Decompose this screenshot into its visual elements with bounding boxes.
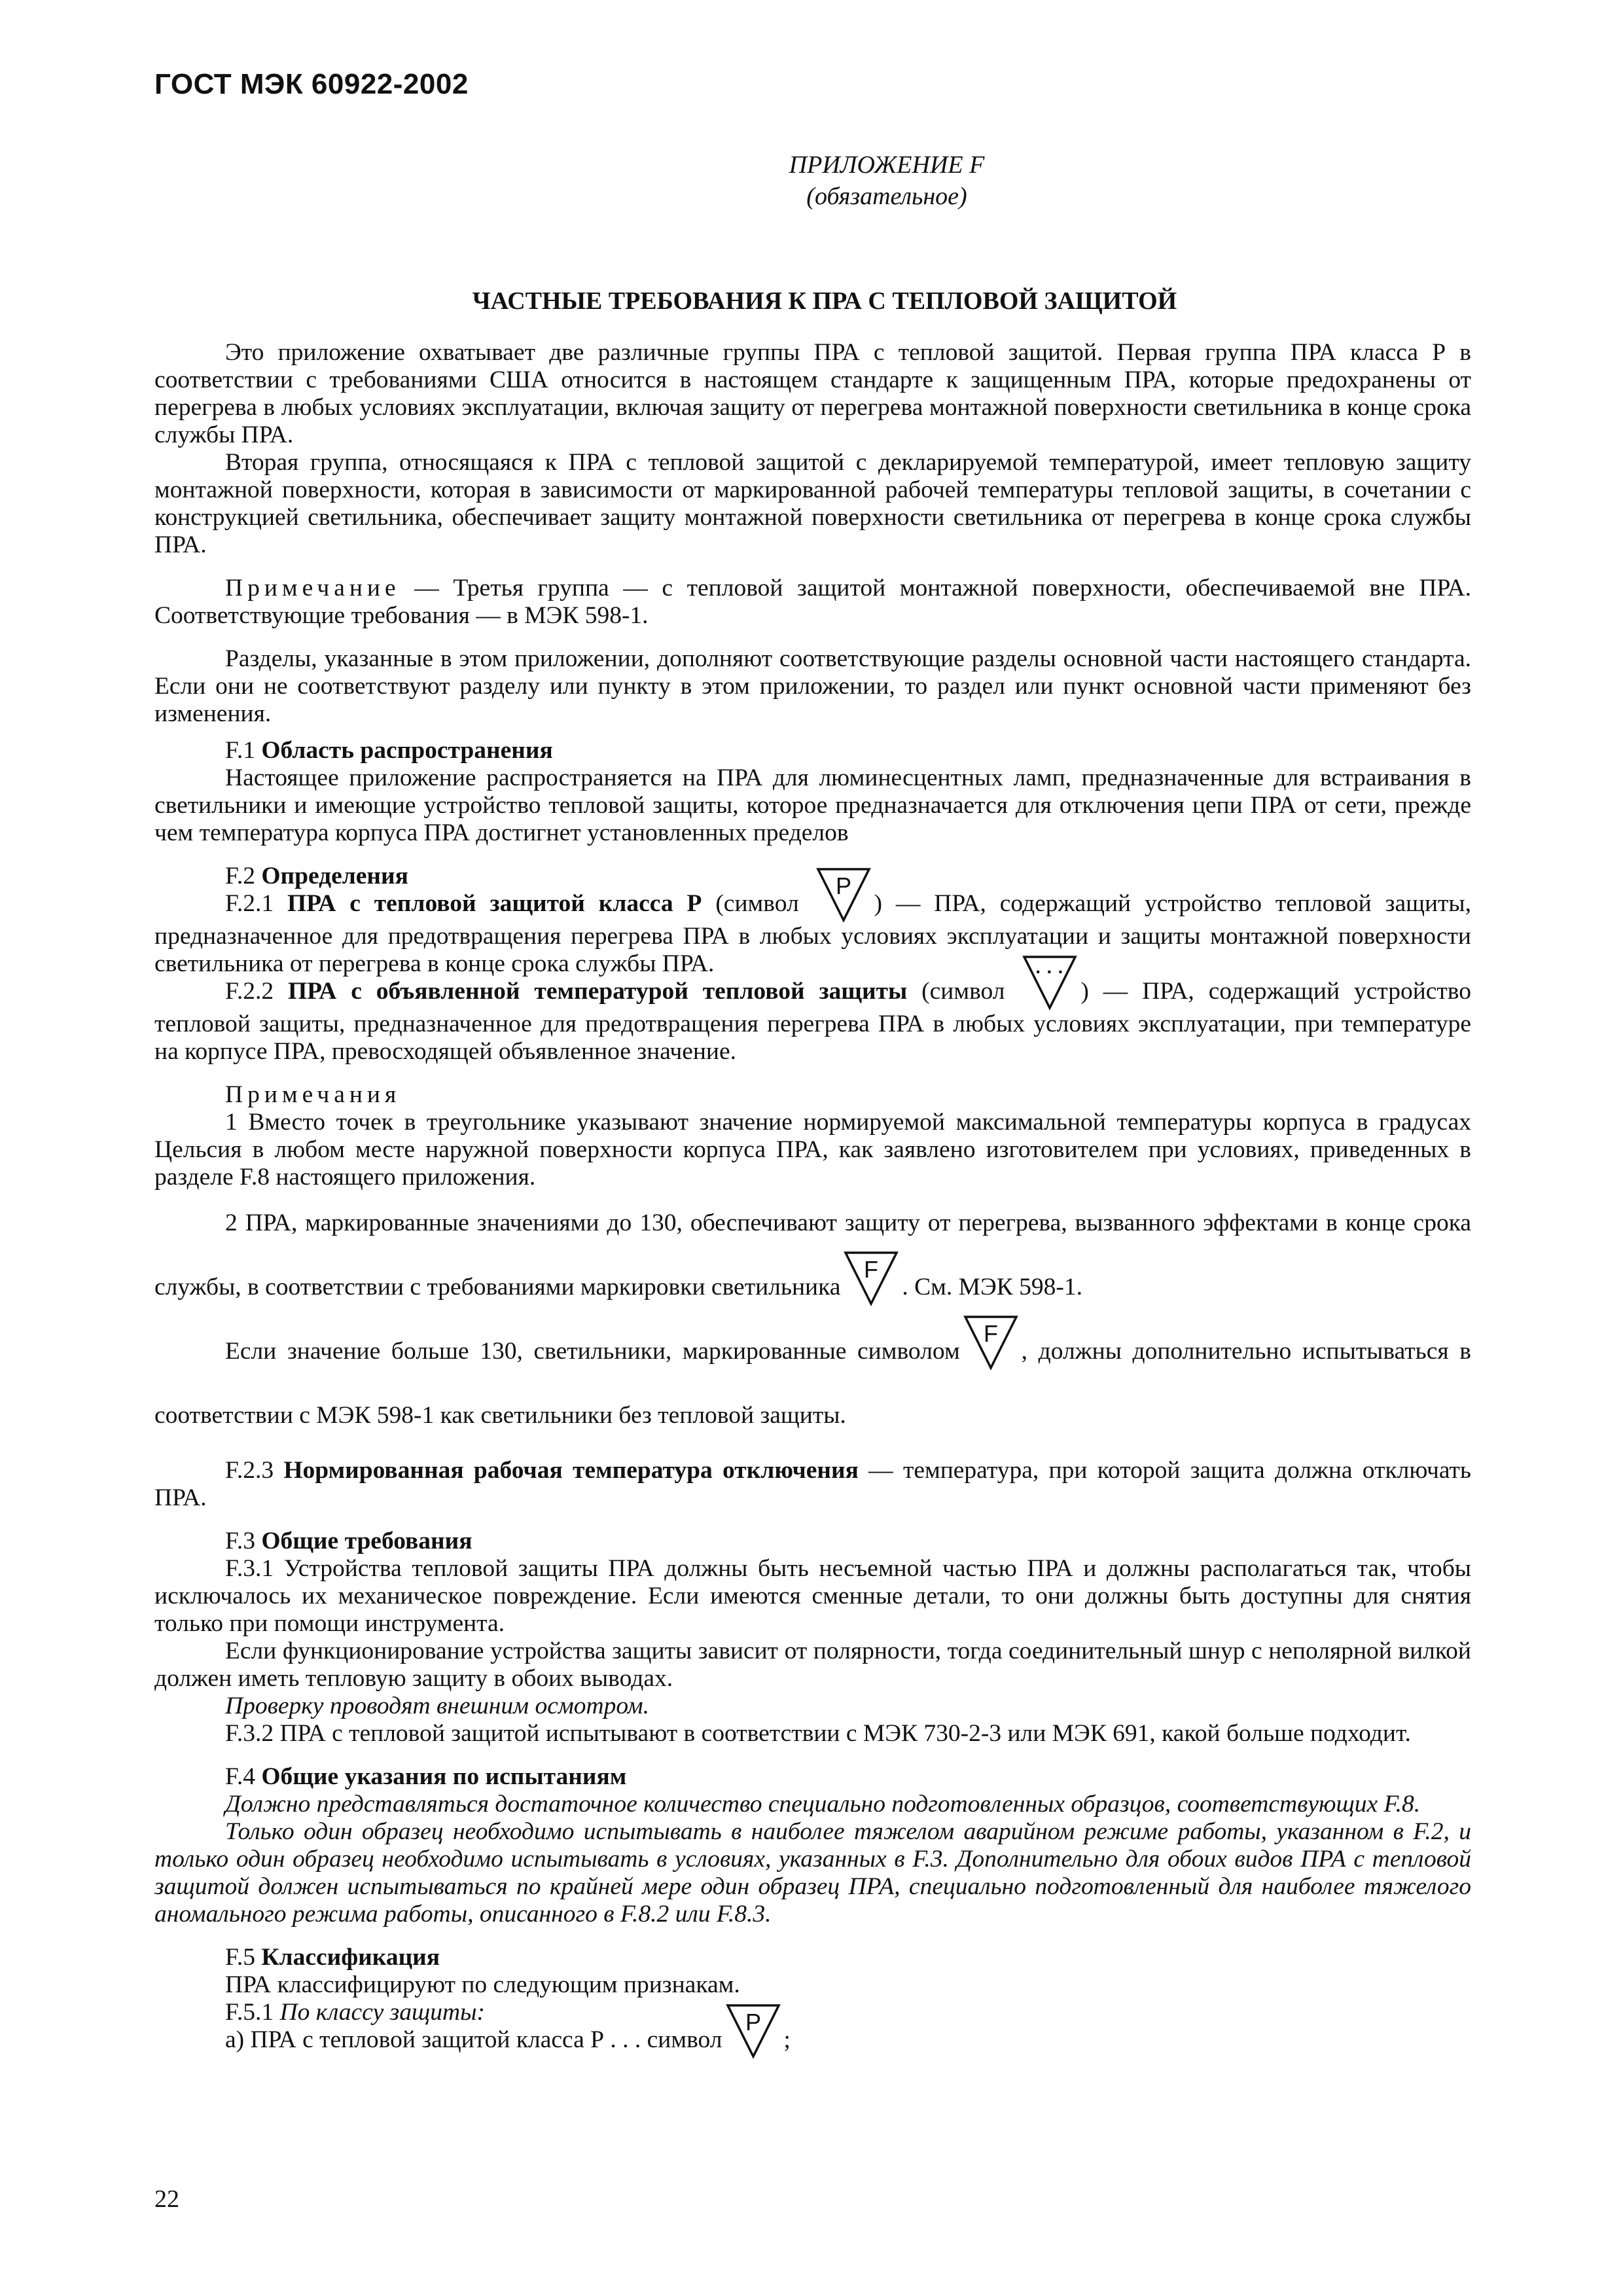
definition-text: ) — ПРА, содержащий устройство тепловой защиты, предназначенное для предотвращения перегрева ПРА в любых условиях эксплуатации и защиты монтажной поверхности светильника от перегрева в конце срока службы ПРА.	[154, 890, 1471, 977]
section-number: F.3	[225, 1528, 262, 1554]
appendix-title: ПРИЛОЖЕНИЕ F	[789, 151, 985, 179]
definition-text: ) — ПРА, содержащий устройство тепловой защиты, предназначенное для предотвращения перегрева ПРА в любых условиях эксплуатации, при температуре на корпусе ПРА, превосходящей объявленное значение.	[154, 978, 1471, 1065]
definition-prefix: (символ	[907, 978, 1020, 1005]
intro-paragraph-1: Это приложение охватывает две различные группы ПРА с тепловой защитой. Первая группа ПРА класса Р в соответствии с требованиями США относится в настоящем стандарте к защищенным ПРА, которые предохранены от перегрева в любых условиях эксплуатации, включая защиту от перегрева монтажной поверхности светильника в конце срока службы ПРА.	[154, 339, 1471, 448]
note-label: Примечание	[225, 575, 401, 601]
test-samples-text: Должно представляться достаточное количество специально подготовленных образцов, соответствующих F.8.	[225, 1791, 1421, 1818]
clause-f51	[154, 1999, 1471, 2026]
appendix-status: (обязательное)	[806, 183, 967, 210]
symbol-letter-f: F	[864, 1256, 879, 1283]
appendix-caption	[0, 149, 1623, 212]
note-3-text-end: , должны дополнительно испытываться в соответствии с МЭК 598-1 как светильники без тепловой защиты.	[154, 1338, 1471, 1429]
page-number: 22	[154, 2185, 179, 2213]
section-number: F.1	[225, 737, 262, 764]
notes-heading	[154, 1081, 1471, 1109]
inspection-note: Проверку проводят внешним осмотром.	[225, 1693, 649, 1719]
section-f1-heading	[154, 737, 1471, 764]
symbol-letter-f: F	[983, 1320, 998, 1347]
section-f5-heading	[154, 1944, 1471, 1971]
item-a-text: a) ПРА с тепловой защитой класса Р . . . символ	[225, 2026, 722, 2053]
class-p-triangle-icon	[725, 2003, 781, 2059]
page-title: ЧАСТНЫЕ ТРЕБОВАНИЯ К ПРА С ТЕПЛОВОЙ ЗАЩИТОЙ	[472, 287, 1177, 315]
intro-paragraph-2: Вторая группа, относящаяся к ПРА с тепловой защитой с декларируемой температурой, имеет тепловую защиту монтажной поверхности, которая в зависимости от маркированной рабочей температуры тепловой защиты, в сочетании с конструкцией светильника, обеспечивает защиту монтажной поверхности светильника от перегрева в конце срока службы ПРА.	[154, 449, 1471, 558]
intro-paragraph-3: Разделы, указанные в этом приложении, дополняют соответствующие разделы основной части настоящего стандарта. Если они не соответствуют разделу или пункту в этом приложении, то раздел или пункт основной части применяют без изменения.	[154, 645, 1471, 727]
section-f1-text: Настоящее приложение распространяется на ПРА для люминесцентных ламп, предназначенные для встраивания в светильники и имеющие устройство тепловой защиты, которое предназначается для отключения цепи ПРА от сети, прежде чем температура корпуса ПРА достигнет установленных пределов	[154, 764, 1471, 846]
document-header: ГОСТ МЭК 60922-2002	[154, 68, 469, 100]
definition-text: — температура, при которой защита должна отключать ПРА.	[154, 1457, 1471, 1511]
section-f2-heading	[154, 863, 1471, 890]
symbol-letter-p: P	[835, 872, 851, 899]
note-2-text: 2 ПРА, маркированные значениями до 130, обеспечивают защиту от перегрева, вызванного эффектами в конце срока службы, в соответствии с требованиями маркировки светильника	[154, 1210, 1471, 1300]
section-title: Область распространения	[261, 737, 553, 764]
section-number: F.2	[225, 863, 262, 889]
section-title: Определения	[261, 863, 408, 889]
clause-number: F.2.2	[225, 978, 288, 1005]
clause-number: F.2.3	[225, 1457, 284, 1484]
clause-f31-polarity: Если функционирование устройства защиты зависит от полярности, тогда соединительный шнур с неполярной вилкой должен иметь тепловую защиту в обоих выводах.	[154, 1638, 1471, 1692]
intro-note	[154, 575, 1471, 630]
item-a-end: ;	[783, 2026, 791, 2053]
note-2-reference: . См. МЭК 598-1.	[902, 1274, 1083, 1300]
clause-title: По классу защиты:	[279, 1999, 485, 2026]
section-number: F.5	[225, 1944, 262, 1971]
document-body	[154, 339, 1471, 2059]
luminaire-f-triangle-icon	[843, 1250, 899, 1306]
symbol-letter-p: P	[745, 2009, 761, 2036]
definition-term: ПРА с тепловой защитой класса Р	[287, 890, 702, 917]
declared-temperature-triangle-icon	[1022, 954, 1078, 1011]
section-f3-heading	[154, 1528, 1471, 1555]
class-p-triangle-icon	[815, 867, 872, 923]
note-3-text: Если значение больше 130, светильники, маркированные символом	[225, 1338, 960, 1365]
section-f4-heading	[154, 1763, 1471, 1791]
notes-label: Примечания	[225, 1081, 401, 1108]
note-1: 1 Вместо точек в треугольнике указывают значение нормируемой максимальной температуры корпуса в градусах Цельсия в любом месте наружной поверхности корпуса ПРА, как заявлено изготовителем при условиях, приведенных в разделе F.8 настоящего приложения.	[154, 1109, 1471, 1191]
clause-number: F.2.1	[225, 890, 287, 917]
section-title: Общие указания по испытаниям	[261, 1763, 627, 1790]
note-2	[154, 1191, 1471, 1319]
definition-f23	[154, 1457, 1471, 1512]
note-text: — Третья группа — с тепловой защитой монтажной поверхности, обеспечиваемой вне ПРА. Соответствующие требования — в МЭК 598-1.	[154, 575, 1471, 629]
definition-term: ПРА с объявленной температурой тепловой защиты	[288, 978, 908, 1005]
section-title: Общие требования	[261, 1528, 473, 1554]
clause-f31: F.3.1 Устройства тепловой защиты ПРА должны быть несъемной частью ПРА и должны располагаться так, чтобы исключалось их механическое повреждение. Если имеются сменные детали, то они должны быть доступны для снятия только при помощи инструмента.	[154, 1555, 1471, 1637]
symbol-dots: · · ·	[1035, 961, 1065, 982]
clause-number: F.5.1	[225, 1999, 280, 2026]
section-title: Классификация	[261, 1944, 440, 1971]
section-number: F.4	[225, 1763, 262, 1790]
test-modes-text: Только один образец необходимо испытывать в наиболее тяжелом аварийном режиме работы, указанном в F.2, и только один образец необходимо испытывать в условиях, указанных в F.3. Дополнительно для обоих видов ПРА с тепловой защитой должен испытываться по крайней мере один образец ПРА, специально подготовленный для наиболее тяжелого аномального режима работы, описанного в F.8.2 или F.8.3.	[154, 1818, 1471, 1928]
definition-f22	[154, 961, 1471, 1066]
definition-term: Нормированная рабочая температура отключения	[283, 1457, 859, 1484]
classification-intro: ПРА классифицируют по следующим признакам.	[225, 1971, 740, 1998]
note-3	[154, 1319, 1471, 1448]
clause-f32: F.3.2 ПРА с тепловой защитой испытывают в соответствии с МЭК 730-2-3 или МЭК 691, какой больше подходит.	[225, 1720, 1411, 1747]
definition-prefix: (символ	[702, 890, 813, 917]
luminaire-f-triangle-icon	[963, 1314, 1019, 1371]
